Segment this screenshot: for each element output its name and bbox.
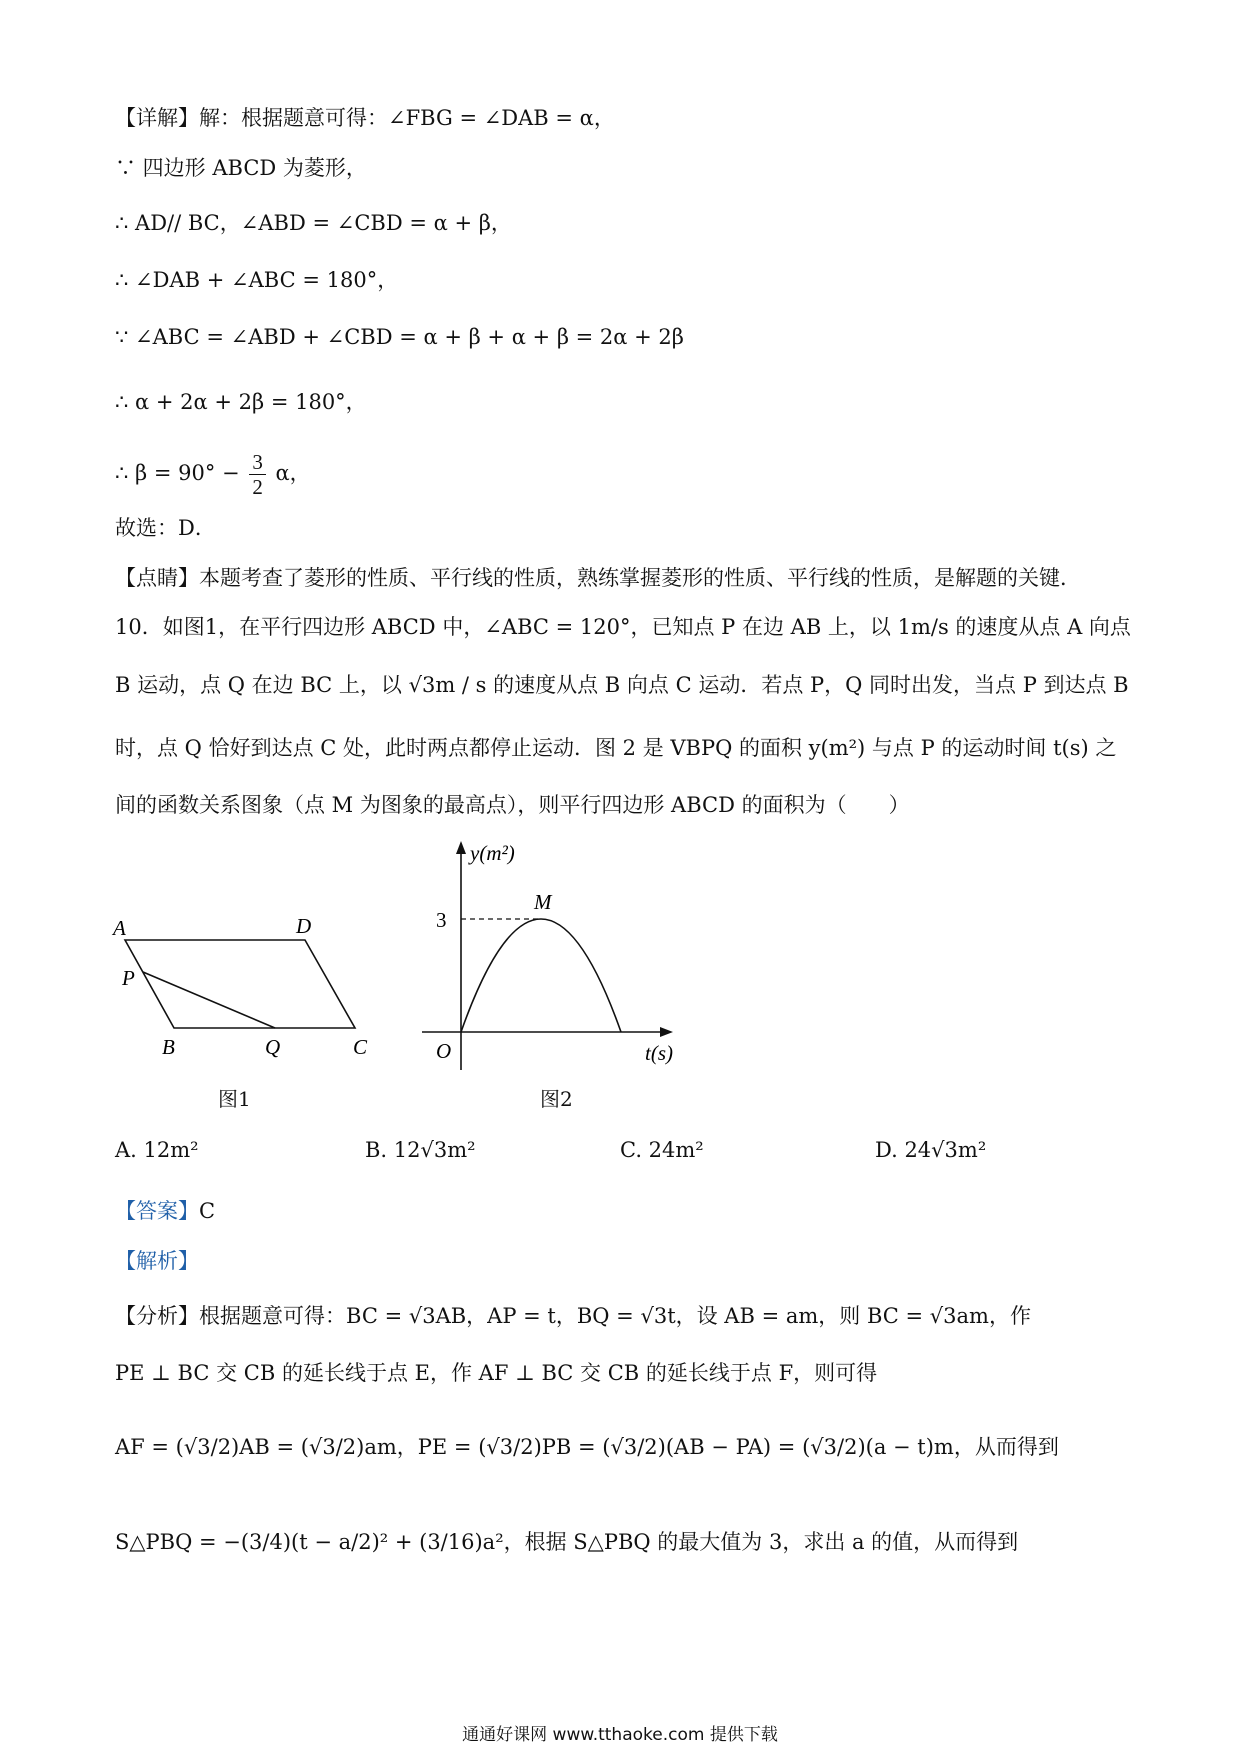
detail-line-8: 故选：D． (115, 516, 216, 540)
analysis-line-1: 【分析】根据题意可得：BC = √3AB，AP = t，BQ = √3t，设 AB = am，则 BC = √3am，作 (115, 1304, 1031, 1328)
option-b: B. 12√3m² (365, 1138, 476, 1162)
question-line-3: 时，点 Q 恰好到达点 C 处，此时两点都停止运动．图 2 是 VBPQ 的面积 y(m²) 与点 P 的运动时间 t(s) 之 (115, 736, 1117, 760)
question-line-1: 10．如图1，在平行四边形 ABCD 中，∠ABC = 120°，已知点 P 在边 AB 上，以 1m/s 的速度从点 A 向点 (115, 615, 1131, 639)
label-b: B (162, 1035, 175, 1059)
detail-line-7-post: α， (275, 461, 311, 485)
parabola-curve (461, 919, 621, 1032)
figure-1-caption: 图1 (218, 1087, 251, 1111)
figure-2-caption: 图2 (540, 1087, 573, 1111)
y-axis-label: y(m²) (470, 841, 515, 865)
figure-2-graph (410, 838, 690, 1078)
y-axis-arrow (456, 841, 466, 854)
figure-1-parallelogram (110, 910, 390, 1060)
detail-line-3: ∴ AD// BC，∠ABD = ∠CBD = α + β， (115, 211, 512, 235)
detail-line-7 (115, 450, 311, 499)
answer-line (115, 1196, 215, 1226)
detail-line-2: ∵ 四边形 ABCD 为菱形， (115, 156, 367, 180)
detail-line-7-pre: ∴ β = 90° − (115, 461, 240, 485)
fraction-numerator: 3 (249, 450, 266, 475)
label-d: D (296, 914, 312, 938)
analysis-line-4: S△PBQ = −(3/4)(t − a/2)² + (3/16)a²，根据 S△PBQ 的最大值为 3，求出 a 的值，从而得到 (115, 1530, 1019, 1554)
x-axis-arrow (660, 1027, 673, 1037)
analysis-tag: 【解析】 (115, 1249, 199, 1273)
peak-label-m: M (534, 890, 552, 914)
label-p: P (122, 966, 135, 990)
label-c: C (353, 1035, 368, 1059)
fraction-denominator: 2 (252, 475, 263, 499)
segment-pq (143, 972, 275, 1028)
parallelogram-abcd (125, 940, 355, 1028)
option-a: A. 12m² (115, 1138, 199, 1162)
y-tick-3: 3 (436, 908, 447, 932)
fraction-3-2 (249, 450, 266, 499)
detail-line-1: 【详解】解：根据题意可得：∠FBG = ∠DAB = α， (115, 106, 615, 130)
page-footer: 通通好课网 www.tthaoke.com 提供下载 (462, 1725, 778, 1745)
remark-line: 【点睛】本题考查了菱形的性质、平行线的性质，熟练掌握菱形的性质、平行线的性质，是解题的关键． (115, 566, 1081, 590)
question-line-2: B 运动，点 Q 在边 BC 上，以 √3m / s 的速度从点 B 向点 C 运动．若点 P，Q 同时出发，当点 P 到达点 B (115, 673, 1129, 697)
detail-line-6: ∴ α + 2α + 2β = 180°， (115, 390, 367, 414)
origin-label: O (436, 1039, 452, 1063)
analysis-line-3: AF = (√3/2)AB = (√3/2)am，PE = (√3/2)PB = (√3/2)(AB − PA) = (√3/2)(a − t)m，从而得到 (115, 1435, 1059, 1459)
question-line-4: 间的函数关系图象（点 M 为图象的最高点），则平行四边形 ABCD 的面积为（ ） (115, 793, 910, 817)
detail-line-4: ∴ ∠DAB + ∠ABC = 180°， (115, 268, 399, 292)
detail-line-5: ∵ ∠ABC = ∠ABD + ∠CBD = α + β + α + β = 2α + 2β (115, 325, 684, 349)
option-d: D. 24√3m² (875, 1138, 987, 1162)
answer-tag: 【答案】 (115, 1199, 199, 1223)
label-a: A (113, 916, 126, 940)
label-q: Q (265, 1035, 281, 1059)
option-c: C. 24m² (620, 1138, 704, 1162)
analysis-line-2: PE ⊥ BC 交 CB 的延长线于点 E，作 AF ⊥ BC 交 CB 的延长线于点 F，则可得 (115, 1361, 878, 1385)
answer-value: C (199, 1199, 216, 1223)
x-axis-label: t(s) (645, 1041, 673, 1065)
